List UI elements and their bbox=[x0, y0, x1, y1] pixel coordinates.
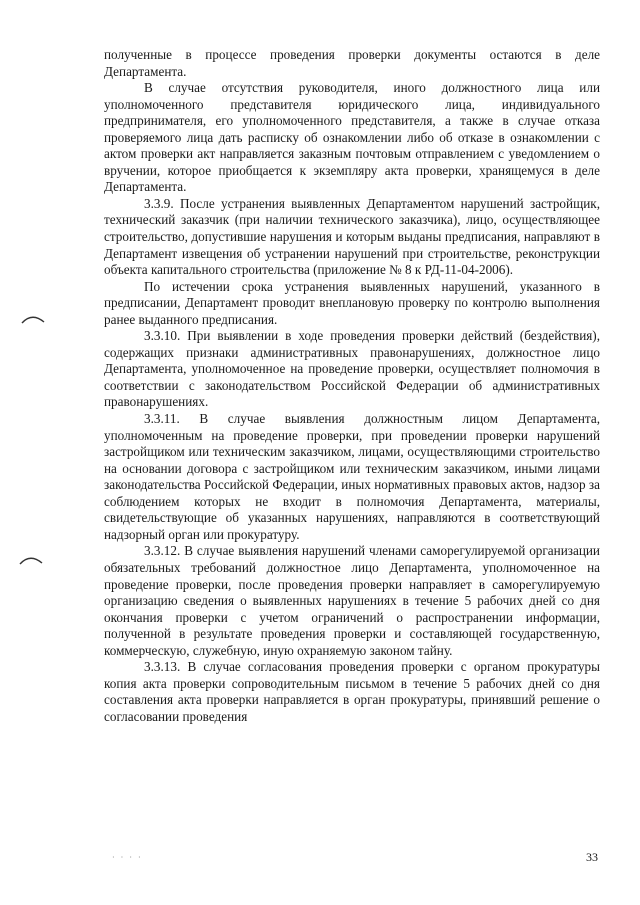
punch-hole-mark-icon bbox=[20, 312, 46, 326]
paragraph-continuation: полученные в процессе проведения проверки документы остаются в деле Департамента. bbox=[104, 47, 600, 79]
scan-artifact: · · · · bbox=[112, 853, 143, 862]
paragraph-3-3-11: 3.3.11. В случае выявления должностным лицом Департамента, уполномоченным на проведение проверки, при проведении проверки нарушений застройщиком или техническим заказчиком, лицами, осуществляющими строительство на основании договора с застройщиком или техническим заказчиком, иными лицами законодательства Российской Федерации, иных нормативных правовых актов, надзор за соблюдением которых не входит в полномочия Департамента, материалы, свидетельствующие об указанных нарушениях, направляются в соответствующий надзорный орган или прокуратуру. bbox=[104, 411, 600, 542]
punch-hole-mark-icon bbox=[18, 553, 44, 567]
paragraph-3-3-9: 3.3.9. После устранения выявленных Департаментом нарушений застройщик, технический заказчик (при наличии технического заказчика), лицо, осуществляющее строительство, допустившие нарушения и которым выданы предписания, направляют в Департамент извещения об устранении нарушений при строительстве, реконструкции объекта капитального строительства (приложение № 8 к РД-11-04-2006). bbox=[104, 195, 600, 278]
paragraph-no-refusal: В случае отсутствия руководителя, иного должностного лица или уполномоченного представителя юридического лица, индивидуального предпринимателя, его уполномоченного представителя, а также в случае отказа проверяемого лица дать расписку об ознакомлении либо об отказе в ознакомлении с актом проверки акт направляется заказным почтовым отправлением с уведомлением о вручении, которое приобщается к экземпляру акта проверки, хранящемуся в деле Департамента. bbox=[104, 80, 600, 195]
document-body bbox=[104, 47, 600, 725]
paragraph-reinspection: По истечении срока устранения выявленных нарушений, указанного в предписании, Департамент проводит внеплановую проверку по контролю выполнения ранее выданного предписания. bbox=[104, 278, 600, 327]
paragraph-3-3-10: 3.3.10. При выявлении в ходе проведения проверки действий (бездействия), содержащих признаки административных правонарушениях, должностное лицо Департамента, уполномоченное на проведение проверки, осуществляет полномочия в соответствии с законодательством Российской Федерации об административных правонарушениях. bbox=[104, 328, 600, 410]
page-number: 33 bbox=[586, 850, 598, 864]
paragraph-3-3-12: 3.3.12. В случае выявления нарушений членами саморегулируемой организации обязательных требований должностное лицо Департамента, уполномоченное на проведение проверки, после проведения проверки направляет в саморегулируемую организацию сведения о выявленных нарушениях в течение 5 рабочих дней со дня окончания проверки с учетом ограничений о распространении информации, полученной в результате проведения проверки и составляющей государственную, коммерческую, служебную, иную охраняемую законом тайну. bbox=[104, 543, 600, 658]
paragraph-3-3-13: 3.3.13. В случае согласования проведения проверки с органом прокуратуры копия акта проверки сопроводительным письмом в течение 5 рабочих дней со дня составления акта проверки направляется в орган прокуратуры, принявший решение о согласовании проведения bbox=[104, 659, 600, 724]
